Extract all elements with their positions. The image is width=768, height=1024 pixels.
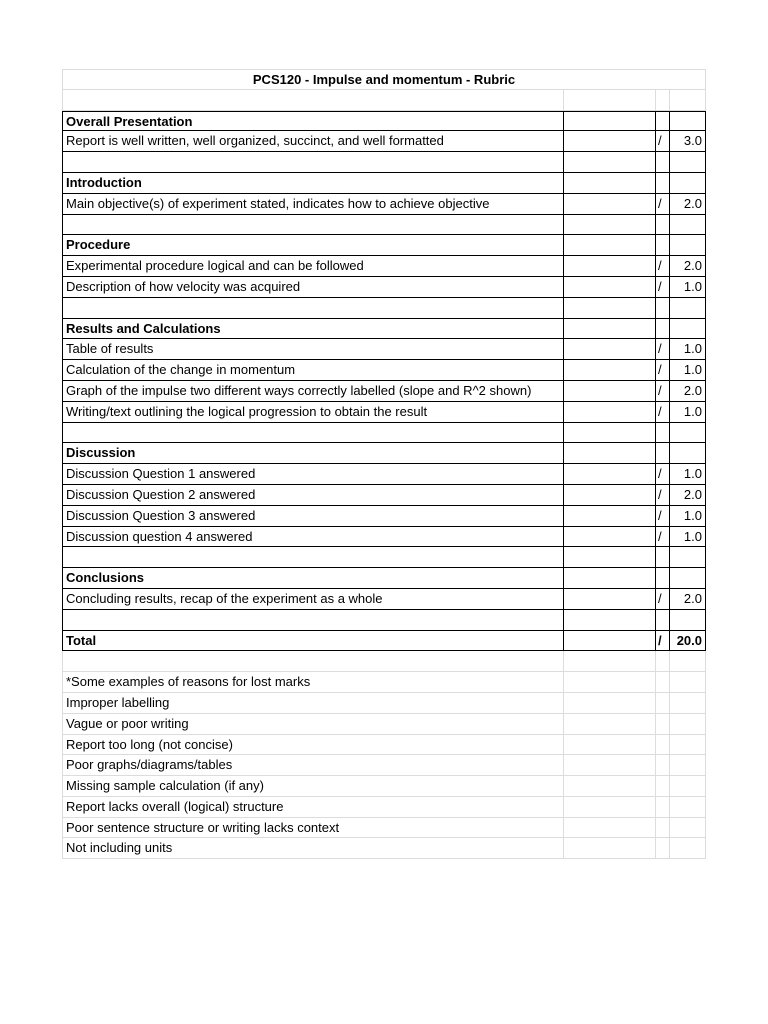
- cell-blank: [563, 90, 655, 111]
- note-text: Improper labelling: [62, 693, 563, 714]
- cell-slash: [655, 797, 669, 818]
- note-text: Not including units: [62, 838, 563, 859]
- cell-points: [669, 776, 706, 797]
- cell-slash: /: [655, 485, 669, 506]
- spacer-row: [62, 610, 706, 631]
- section-heading: Introduction: [62, 173, 563, 194]
- cell-blank: [563, 506, 655, 527]
- criterion-row: [62, 506, 706, 527]
- criterion-row: [62, 589, 706, 610]
- cell-blank: [563, 672, 655, 693]
- cell-slash: [655, 735, 669, 756]
- cell-points: [669, 443, 706, 464]
- section-heading-row: [62, 111, 706, 132]
- cell-blank: [563, 464, 655, 485]
- cell-slash: [655, 423, 669, 444]
- cell-slash: /: [655, 194, 669, 215]
- cell-text: [62, 610, 563, 631]
- cell-slash: [655, 838, 669, 859]
- cell-slash: [655, 693, 669, 714]
- criterion-text: Table of results: [62, 339, 563, 360]
- rubric-sheet: [62, 69, 706, 859]
- cell-slash: /: [655, 402, 669, 423]
- cell-blank: [563, 235, 655, 256]
- cell-blank: [563, 402, 655, 423]
- cell-points: [669, 797, 706, 818]
- cell-slash: [655, 547, 669, 568]
- cell-blank: [563, 714, 655, 735]
- note-text: Poor sentence structure or writing lacks context: [62, 818, 563, 839]
- section-heading: Procedure: [62, 235, 563, 256]
- cell-blank: [563, 277, 655, 298]
- criterion-text: Writing/text outlining the logical progression to obtain the result: [62, 402, 563, 423]
- cell-points: [669, 215, 706, 236]
- cell-blank: [563, 298, 655, 319]
- criterion-row: [62, 256, 706, 277]
- cell-points: [669, 298, 706, 319]
- cell-points: 1.0: [669, 360, 706, 381]
- cell-slash: [655, 568, 669, 589]
- criterion-text: Discussion Question 2 answered: [62, 485, 563, 506]
- cell-points: [669, 735, 706, 756]
- section-heading-row: [62, 443, 706, 464]
- cell-slash: /: [655, 131, 669, 152]
- cell-points: [669, 152, 706, 173]
- cell-slash: [655, 319, 669, 340]
- criterion-row: [62, 527, 706, 548]
- criterion-row: [62, 360, 706, 381]
- cell-points: [669, 90, 706, 111]
- note-row: [62, 838, 706, 859]
- spacer-row: [62, 90, 706, 111]
- criterion-row: [62, 339, 706, 360]
- note-text: Report too long (not concise): [62, 735, 563, 756]
- cell-blank: [563, 173, 655, 194]
- spacer-row: [62, 423, 706, 444]
- cell-slash: [655, 215, 669, 236]
- note-row: [62, 714, 706, 735]
- cell-slash: [655, 173, 669, 194]
- cell-slash: /: [655, 381, 669, 402]
- criterion-text: Experimental procedure logical and can be followed: [62, 256, 563, 277]
- cell-slash: [655, 235, 669, 256]
- cell-slash: /: [655, 360, 669, 381]
- page-title: PCS120 - Impulse and momentum - Rubric: [252, 72, 516, 87]
- criterion-text: Calculation of the change in momentum: [62, 360, 563, 381]
- cell-blank: [563, 319, 655, 340]
- cell-points: [669, 651, 706, 672]
- cell-points: [669, 610, 706, 631]
- cell-blank: [563, 755, 655, 776]
- cell-points: 20.0: [669, 631, 706, 652]
- cell-text: [62, 547, 563, 568]
- cell-slash: [655, 111, 669, 132]
- cell-points: [669, 235, 706, 256]
- criterion-row: [62, 485, 706, 506]
- spacer-row: [62, 547, 706, 568]
- spacer-row: [62, 651, 706, 672]
- cell-blank: [563, 547, 655, 568]
- cell-slash: [655, 90, 669, 111]
- section-heading: Overall Presentation: [62, 111, 563, 132]
- cell-points: 3.0: [669, 131, 706, 152]
- spacer-row: [62, 215, 706, 236]
- cell-blank: [563, 360, 655, 381]
- cell-blank: [563, 631, 655, 652]
- total-row: [62, 631, 706, 652]
- cell-blank: [563, 693, 655, 714]
- criterion-text: Discussion Question 1 answered: [62, 464, 563, 485]
- note-row: [62, 693, 706, 714]
- cell-points: 1.0: [669, 339, 706, 360]
- cell-blank: [563, 381, 655, 402]
- cell-slash: [655, 755, 669, 776]
- criterion-text: Main objective(s) of experiment stated, indicates how to achieve objective: [62, 194, 563, 215]
- cell-text: [62, 90, 563, 111]
- note-row: [62, 755, 706, 776]
- section-heading: Results and Calculations: [62, 319, 563, 340]
- cell-blank: [563, 111, 655, 132]
- criterion-row: [62, 464, 706, 485]
- cell-blank: [563, 443, 655, 464]
- cell-points: 1.0: [669, 506, 706, 527]
- cell-points: [669, 755, 706, 776]
- cell-slash: /: [655, 527, 669, 548]
- cell-slash: /: [655, 506, 669, 527]
- cell-points: [669, 818, 706, 839]
- cell-slash: /: [655, 464, 669, 485]
- cell-blank: [563, 131, 655, 152]
- cell-text: [62, 298, 563, 319]
- cell-slash: [655, 672, 669, 693]
- cell-points: 2.0: [669, 589, 706, 610]
- criterion-row: [62, 402, 706, 423]
- cell-slash: /: [655, 589, 669, 610]
- cell-text: [62, 651, 563, 672]
- cell-points: 1.0: [669, 527, 706, 548]
- cell-blank: [563, 339, 655, 360]
- note-text: *Some examples of reasons for lost marks: [62, 672, 563, 693]
- criterion-text: Description of how velocity was acquired: [62, 277, 563, 298]
- spacer-row: [62, 298, 706, 319]
- criterion-text: Graph of the impulse two different ways correctly labelled (slope and R^2 shown): [62, 381, 563, 402]
- cell-blank: [563, 776, 655, 797]
- cell-points: [669, 173, 706, 194]
- section-heading-row: [62, 235, 706, 256]
- cell-blank: [563, 256, 655, 277]
- cell-text: [62, 423, 563, 444]
- section-heading-row: [62, 319, 706, 340]
- rubric-rows: [62, 90, 706, 859]
- title-row: [62, 69, 706, 90]
- cell-points: 2.0: [669, 381, 706, 402]
- cell-points: [669, 547, 706, 568]
- cell-points: 1.0: [669, 277, 706, 298]
- section-heading-row: [62, 568, 706, 589]
- cell-blank: [563, 423, 655, 444]
- cell-blank: [563, 215, 655, 236]
- criterion-text: Discussion question 4 answered: [62, 527, 563, 548]
- note-text: Vague or poor writing: [62, 714, 563, 735]
- criterion-text: Report is well written, well organized, succinct, and well formatted: [62, 131, 563, 152]
- cell-slash: [655, 443, 669, 464]
- cell-points: [669, 714, 706, 735]
- section-heading: Discussion: [62, 443, 563, 464]
- note-row: [62, 797, 706, 818]
- note-row: [62, 735, 706, 756]
- cell-blank: [563, 818, 655, 839]
- note-text: Report lacks overall (logical) structure: [62, 797, 563, 818]
- cell-slash: [655, 152, 669, 173]
- cell-blank: [563, 610, 655, 631]
- cell-slash: [655, 776, 669, 797]
- cell-slash: /: [655, 631, 669, 652]
- cell-blank: [563, 651, 655, 672]
- cell-slash: [655, 651, 669, 672]
- cell-blank: [563, 838, 655, 859]
- cell-slash: /: [655, 277, 669, 298]
- cell-points: [669, 423, 706, 444]
- spacer-row: [62, 152, 706, 173]
- cell-points: 2.0: [669, 256, 706, 277]
- cell-slash: /: [655, 339, 669, 360]
- cell-points: 2.0: [669, 485, 706, 506]
- section-heading: Conclusions: [62, 568, 563, 589]
- note-text: Poor graphs/diagrams/tables: [62, 755, 563, 776]
- cell-points: [669, 672, 706, 693]
- cell-points: [669, 568, 706, 589]
- criterion-text: Concluding results, recap of the experiment as a whole: [62, 589, 563, 610]
- criterion-row: [62, 277, 706, 298]
- note-row: [62, 818, 706, 839]
- criterion-row: [62, 131, 706, 152]
- cell-points: 1.0: [669, 402, 706, 423]
- cell-points: 2.0: [669, 194, 706, 215]
- cell-points: [669, 838, 706, 859]
- cell-slash: [655, 818, 669, 839]
- cell-slash: [655, 714, 669, 735]
- cell-slash: /: [655, 256, 669, 277]
- cell-blank: [563, 589, 655, 610]
- cell-text: [62, 152, 563, 173]
- criterion-text: Discussion Question 3 answered: [62, 506, 563, 527]
- note-row: [62, 672, 706, 693]
- cell-points: 1.0: [669, 464, 706, 485]
- cell-text: [62, 215, 563, 236]
- cell-blank: [563, 152, 655, 173]
- note-text: Missing sample calculation (if any): [62, 776, 563, 797]
- cell-points: [669, 693, 706, 714]
- criterion-row: [62, 194, 706, 215]
- cell-blank: [563, 194, 655, 215]
- cell-slash: [655, 610, 669, 631]
- cell-blank: [563, 485, 655, 506]
- criterion-row: [62, 381, 706, 402]
- cell-blank: [563, 797, 655, 818]
- cell-slash: [655, 298, 669, 319]
- cell-points: [669, 319, 706, 340]
- cell-points: [669, 111, 706, 132]
- note-row: [62, 776, 706, 797]
- cell-blank: [563, 527, 655, 548]
- total-label: Total: [62, 631, 563, 652]
- section-heading-row: [62, 173, 706, 194]
- cell-blank: [563, 568, 655, 589]
- cell-blank: [563, 735, 655, 756]
